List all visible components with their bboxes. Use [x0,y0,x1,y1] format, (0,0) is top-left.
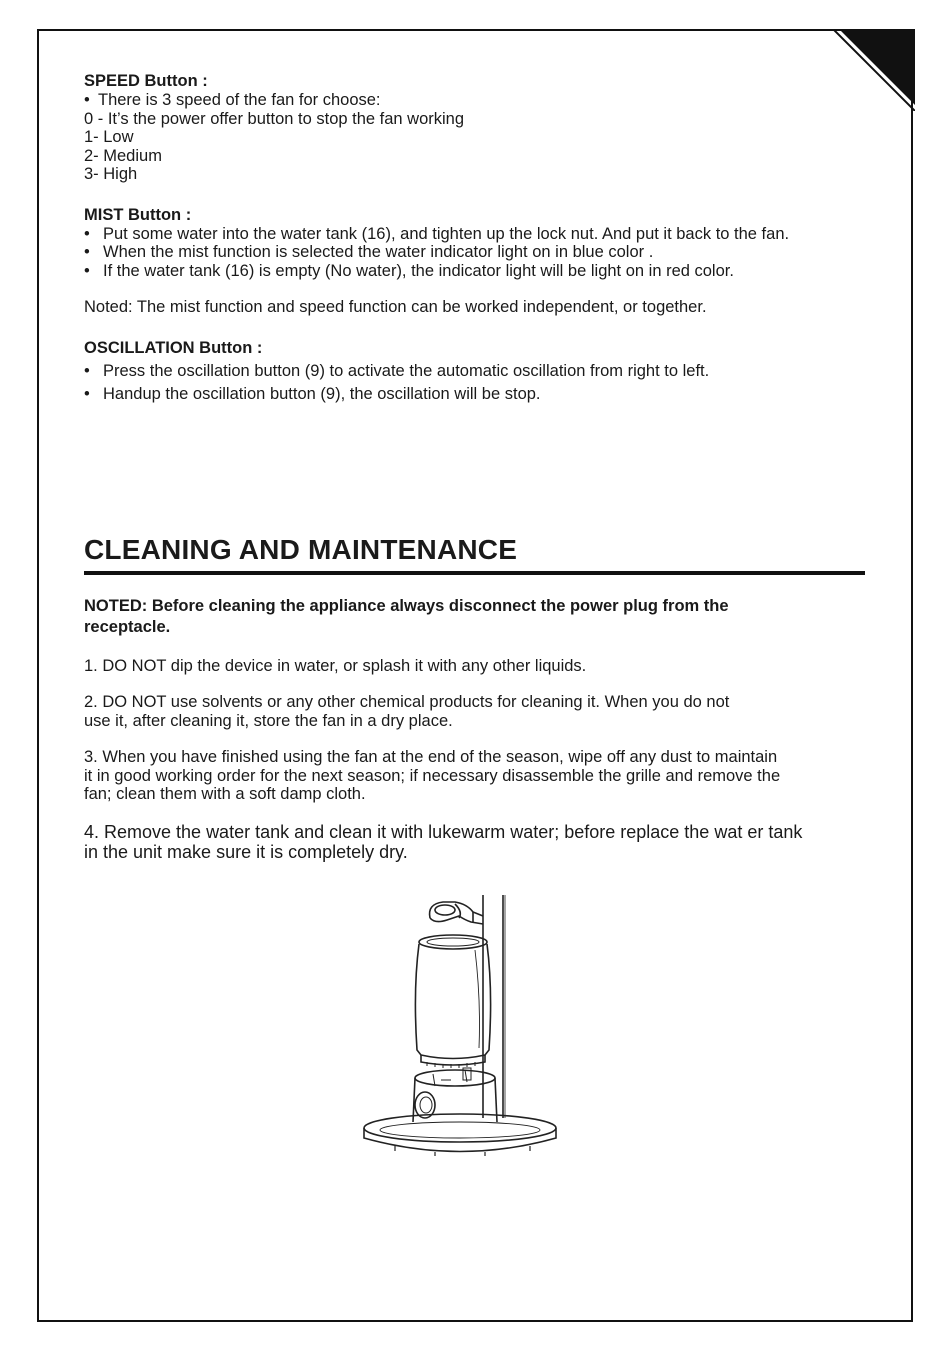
mist-bullet-text: Put some water into the water tank (16), and tighten up the lock nut. And put it back to the fan. [103,224,790,243]
speed-intro [84,91,874,110]
speed-item-0: 0 - It’s the power offer button to stop the fan working [84,109,465,128]
cleaning-title: CLEANING AND MAINTENANCE [84,533,518,565]
cleaning-step-4-line1: 4. Remove the water tank and clean it with lukewarm water; before replace the wat er tank [84,821,803,842]
oscillation-bullet-1 [84,385,874,404]
bullet-dot: • [84,91,90,109]
oscillation-heading: OSCILLATION Button : [84,338,263,357]
speed-item-1: 1- Low [84,128,134,146]
bullet-dot: • [84,261,90,280]
speed-item-3: 3- High [84,165,138,183]
cleaning-step-1: 1. DO NOT dip the device in water, or splash it with any other liquids. [84,656,587,675]
bullet-dot: • [84,385,90,403]
bullet-dot: • [84,361,90,380]
fan-water-tank-illustration [355,890,565,1165]
cleaning-step-3-line1: 3. When you have finished using the fan at the end of the season, wipe off any dust to maintain [84,748,778,766]
mist-bullet-1 [84,243,874,262]
manual-content [84,72,874,863]
mist-bullet-0 [84,225,874,244]
mist-note: Noted: The mist function and speed function can be worked independent, or together. [84,298,707,316]
oscillation-bullet-text: Press the oscillation button (9) to activate the automatic oscillation from right to left. [103,361,710,380]
cleaning-step-3-line3: fan; clean them with a soft damp cloth. [84,785,366,803]
mist-heading: MIST Button : [84,205,192,224]
mist-bullet-text: If the water tank (16) is empty (No water), the indicator light will be light on in red color. [103,261,734,280]
title-underline [84,571,865,575]
cleaning-step-2-line2: use it, after cleaning it, store the fan in a dry place. [84,711,453,730]
speed-heading: SPEED Button : [84,72,208,90]
cleaning-warning-line2: receptacle. [84,617,171,636]
bullet-dot: • [84,224,90,243]
cleaning-step-4-line2: in the unit make sure it is completely dry. [84,842,408,862]
oscillation-bullet-0 [84,362,874,381]
oscillation-bullet-text: Handup the oscillation button (9), the oscillation will be stop. [103,385,541,403]
cleaning-step-2-line1: 2. DO NOT use solvents or any other chemical products for cleaning it. When you do not [84,693,730,711]
speed-item-2: 2- Medium [84,146,162,165]
speed-intro-text: There is 3 speed of the fan for choose: [98,91,381,109]
mist-bullet-text: When the mist function is selected the water indicator light on in blue color . [103,243,654,261]
mist-bullet-2 [84,262,874,281]
bullet-dot: • [84,243,90,261]
cleaning-step-3-line2: it in good working order for the next season; if necessary disassemble the grille and remove the [84,766,781,785]
cleaning-warning-line1: NOTED: Before cleaning the appliance always disconnect the power plug from the [84,596,729,615]
